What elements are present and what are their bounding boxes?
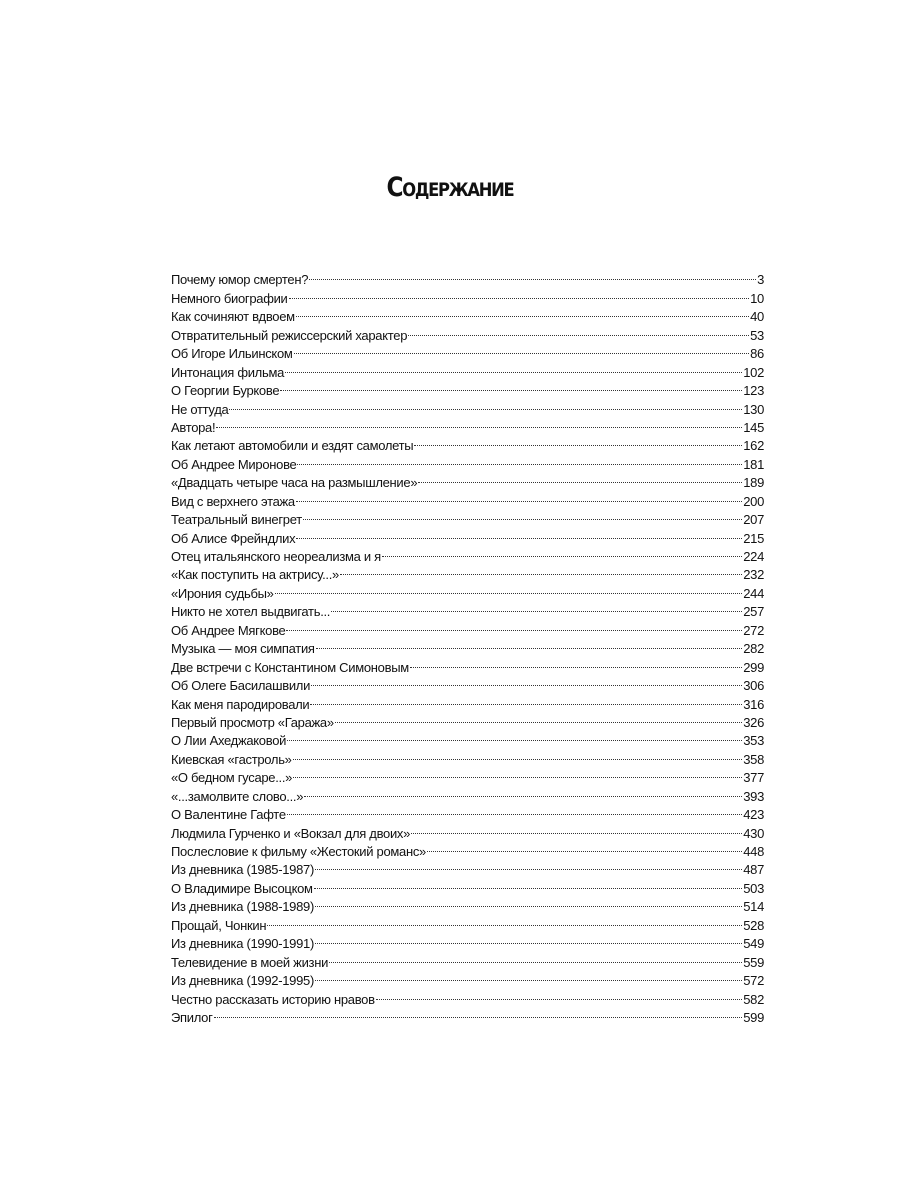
toc-leader-dots xyxy=(329,948,742,966)
toc-entry-label: Не оттуда xyxy=(171,401,229,417)
toc-leader-dots xyxy=(229,395,742,413)
toc-entry-page: 102 xyxy=(743,364,764,380)
toc-entry-label: «О бедном гусаре...» xyxy=(171,770,293,786)
toc-entry-label: О Валентине Гафте xyxy=(171,807,286,823)
toc-entry-page: 582 xyxy=(743,991,764,1007)
toc-leader-dots xyxy=(331,598,742,616)
toc-entry-page: 423 xyxy=(743,807,764,823)
toc-entry xyxy=(171,414,764,435)
toc-entry-label: Об Андрее Миронове xyxy=(171,456,297,472)
toc-leader-dots xyxy=(297,450,742,468)
toc-entry-page: 559 xyxy=(743,954,764,970)
toc-entry-page: 306 xyxy=(743,678,764,694)
toc-entry xyxy=(171,266,764,288)
toc-leader-dots xyxy=(214,1004,743,1022)
toc-entry-page: 353 xyxy=(743,733,764,749)
toc-entry-label: Как летают автомобили и ездят самолеты xyxy=(171,438,414,454)
toc-leader-dots xyxy=(287,801,742,819)
toc-entry-label: Интонация фильма xyxy=(171,364,285,380)
toc-leader-dots xyxy=(296,524,742,542)
toc-entry-page: 130 xyxy=(743,401,764,417)
toc-entry-label: О Лии Ахеджаковой xyxy=(171,733,287,749)
toc-entry-label: О Георгии Буркове xyxy=(171,383,280,399)
toc-entry-page: 207 xyxy=(743,512,764,528)
toc-leader-dots xyxy=(315,930,742,948)
toc-entry-label: Об Андрее Мягкове xyxy=(171,622,286,638)
toc-entry-label: Первый просмотр «Гаража» xyxy=(171,714,334,730)
toc-leader-dots xyxy=(287,727,742,745)
toc-leader-dots xyxy=(411,819,742,837)
toc-entry-page: 393 xyxy=(743,788,764,804)
toc-leader-dots xyxy=(303,506,742,524)
toc-entry-label: Театральный винегрет xyxy=(171,512,302,528)
toc-entry-page: 282 xyxy=(743,641,764,657)
toc-entry-page: 272 xyxy=(743,622,764,638)
toc-entry-label: Из дневника (1985-1987) xyxy=(171,862,315,878)
toc-leader-dots xyxy=(286,616,742,634)
toc-leader-dots xyxy=(216,414,742,432)
toc-leader-dots xyxy=(315,967,742,985)
toc-entry-label: Почему юмор смертен? xyxy=(171,272,309,288)
toc-entry-label: Прощай, Чонкин xyxy=(171,917,267,933)
toc-entry-page: 549 xyxy=(743,936,764,952)
toc-entry-page: 528 xyxy=(743,917,764,933)
toc-entry-label: Честно рассказать историю нравов xyxy=(171,991,375,1007)
toc-entry-page: 514 xyxy=(743,899,764,915)
toc-leader-dots xyxy=(410,653,742,671)
toc-leader-dots xyxy=(414,432,742,450)
toc-leader-dots xyxy=(294,340,750,358)
toc-leader-dots xyxy=(293,764,742,782)
toc-leader-dots xyxy=(293,745,743,763)
toc-leader-dots xyxy=(285,358,742,376)
toc-leader-dots xyxy=(275,579,743,597)
toc-entry-label: Как сочиняют вдвоем xyxy=(171,309,295,325)
toc-entry-label: Людмила Гурченко и «Вокзал для двоих» xyxy=(171,825,411,841)
toc-leader-dots xyxy=(315,893,742,911)
toc-entry-page: 200 xyxy=(743,493,764,509)
toc-entry-label: Музыка — моя симпатия xyxy=(171,641,315,657)
toc-entry-label: Вид с верхнего этажа xyxy=(171,493,295,509)
toc-entry-page: 3 xyxy=(757,272,764,288)
toc-entry-page: 448 xyxy=(743,844,764,859)
toc-entry-page: 181 xyxy=(743,456,764,472)
toc-entry-label: «Двадцать четыре часа на размышление» xyxy=(171,475,418,491)
toc-leader-dots xyxy=(296,487,742,505)
toc-leader-dots xyxy=(296,303,749,321)
toc-leader-dots xyxy=(309,266,756,284)
toc-entry-page: 572 xyxy=(743,973,764,989)
toc-leader-dots xyxy=(340,561,742,579)
toc-leader-dots xyxy=(289,284,750,302)
toc-entry-page: 326 xyxy=(743,714,764,730)
toc-entry-label: Об Олеге Басилашвили xyxy=(171,678,311,694)
toc-entry xyxy=(171,432,764,454)
toc-entry-label: О Владимире Высоцком xyxy=(171,880,313,896)
toc-leader-dots xyxy=(311,672,742,690)
toc-entry-page: 232 xyxy=(743,567,764,583)
table-of-contents xyxy=(171,266,764,1025)
toc-entry-page: 215 xyxy=(743,530,764,546)
toc-entry-page: 503 xyxy=(743,880,764,896)
toc-entry-page: 430 xyxy=(743,825,764,841)
toc-entry-label: Автора! xyxy=(171,419,216,435)
toc-leader-dots xyxy=(382,543,742,561)
toc-entry-page: 377 xyxy=(743,770,764,786)
toc-entry-page: 189 xyxy=(743,475,764,491)
toc-entry-label: «Как поступить на актрису...» xyxy=(171,567,339,583)
toc-entry-page: 10 xyxy=(750,290,764,306)
toc-entry-label: Отец итальянского неореализма и я xyxy=(171,549,381,564)
toc-entry-page: 224 xyxy=(743,549,764,564)
toc-entry-label: Немного биографии xyxy=(171,290,288,306)
toc-entry-label: «Ирония судьбы» xyxy=(171,585,274,601)
toc-entry-page: 316 xyxy=(743,696,764,712)
toc-entry-page: 123 xyxy=(743,383,764,399)
toc-leader-dots xyxy=(310,690,742,708)
toc-entry-label: Из дневника (1992-1995) xyxy=(171,973,315,989)
toc-entry-label: Телевидение в моей жизни xyxy=(171,954,329,970)
toc-entry-label: Эпилог xyxy=(171,1009,213,1025)
toc-entry-page: 358 xyxy=(743,751,764,767)
toc-leader-dots xyxy=(418,469,742,487)
toc-entry-page: 257 xyxy=(743,604,764,620)
toc-entry-label: Как меня пародировали xyxy=(171,696,310,712)
toc-entry-label: Две встречи с Константином Симоновым xyxy=(171,659,409,675)
toc-entry-label: Послесловие к фильму «Жестокий романс» xyxy=(171,844,426,859)
toc-entry-page: 162 xyxy=(743,438,764,454)
toc-entry-label: Из дневника (1988-1989) xyxy=(171,899,315,915)
toc-leader-dots xyxy=(267,911,742,929)
toc-leader-dots xyxy=(304,782,742,800)
toc-entry-page: 599 xyxy=(743,1009,764,1025)
toc-entry-page: 86 xyxy=(750,346,764,362)
toc-entry-page: 40 xyxy=(750,309,764,325)
toc-entry-label: Об Игоре Ильинском xyxy=(171,346,293,362)
toc-entry-page: 487 xyxy=(743,862,764,878)
toc-entry-label: Киевская «гастроль» xyxy=(171,751,292,767)
page-title: Содержание xyxy=(386,172,514,203)
toc-entry-label: Никто не хотел выдвигать... xyxy=(171,604,331,620)
toc-entry xyxy=(171,1004,764,1025)
toc-leader-dots xyxy=(316,635,743,653)
toc-leader-dots xyxy=(280,377,742,395)
toc-leader-dots xyxy=(314,874,743,892)
toc-leader-dots xyxy=(315,856,742,874)
toc-entry-label: Отвратительный режиссерский характер xyxy=(171,327,408,343)
toc-entry-page: 145 xyxy=(743,419,764,435)
toc-entry-page: 244 xyxy=(743,585,764,601)
toc-leader-dots xyxy=(335,709,742,727)
toc-leader-dots xyxy=(427,838,742,856)
toc-entry xyxy=(171,395,764,417)
toc-entry-label: Об Алисе Фрейндлих xyxy=(171,530,296,546)
toc-leader-dots xyxy=(408,321,749,339)
toc-entry-label: «...замолвите слово...» xyxy=(171,788,304,804)
toc-entry-page: 299 xyxy=(743,659,764,675)
toc-entry-page: 53 xyxy=(750,327,764,343)
toc-leader-dots xyxy=(376,985,742,1003)
toc-entry-label: Из дневника (1990-1991) xyxy=(171,936,315,952)
